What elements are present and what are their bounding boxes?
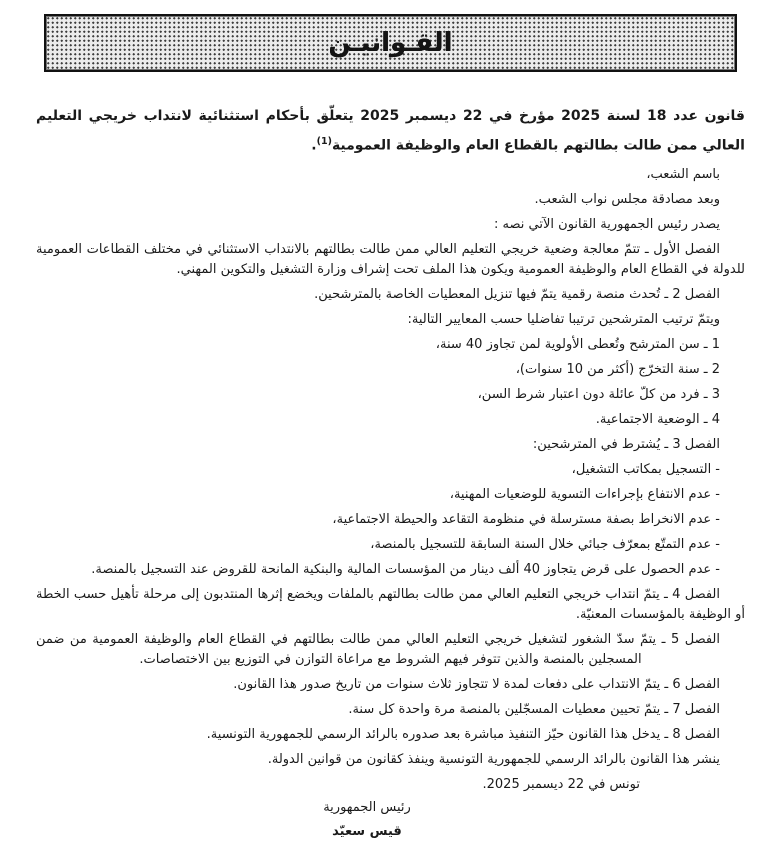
condition-no-large-loan: - عدم الحصول على قرض يتجاوز 40 ألف دينار من المؤسسات المالية والبنكية المانحة للقروض عند التسجيل بالمنصة. <box>91 561 720 577</box>
article-5: الفصل 5 ـ يتمّ سدّ الشغور لتشغيل خريجي التعليم العالي ممن طالت بطالتهم في القطاع العام والوظيفة العمومية من ضمن المسجلين بالمنصة والذين تتوفر فيهم الشروط مع مراعاة التوازن في التوزيع بين الاختصاصات. <box>36 631 721 667</box>
law-title-period: . <box>311 137 317 154</box>
footnote-reference: (1) <box>316 136 332 147</box>
preamble-in-the-name-of-people: باسم الشعب، <box>646 166 720 182</box>
condition-no-pension-affiliation: - عدم الانخراط بصفة مسترسلة في منظومة التقاعد والحيطة الاجتماعية، <box>332 511 720 527</box>
criterion-3-one-per-family: 3 ـ فرد من كلّ عائلة دون اعتبار شرط السن، <box>477 386 720 402</box>
signature-block <box>257 798 477 841</box>
criterion-1-age: 1 ـ سن المترشح وتُعطى الأولوية لمن تجاوز 40 سنة، <box>435 336 720 352</box>
preamble-parliament-approval: وبعد مصادقة مجلس نواب الشعب. <box>534 191 720 207</box>
law-title <box>36 103 745 159</box>
place-and-date: تونس في 22 ديسمبر 2025. <box>482 776 640 792</box>
condition-no-regularization: - عدم الانتفاع بإجراءات التسوية للوضعيات المهنية، <box>449 486 720 502</box>
article-4: الفصل 4 ـ يتمّ انتداب خريجي التعليم العالي ممن طالت بطالتهم بالملفات ويخضع إثرها المنتدبون إلى مرحلة تأهيل حسب الخطة أو الوظيفة بالمؤسسات المعنيّة. <box>36 586 745 622</box>
condition-employment-office: - التسجيل بمكاتب التشغيل، <box>571 461 720 477</box>
article-3: الفصل 3 ـ يُشترط في المترشحين: <box>532 436 720 452</box>
criterion-2-graduation-year: 2 ـ سنة التخرّج (أكثر من 10 سنوات)، <box>515 361 720 377</box>
ranking-criteria-intro: ويتمّ ترتيب المترشحين ترتيبا تفاضليا حسب المعايير التالية: <box>407 311 720 327</box>
article-1: الفصل الأول ـ تتمّ معالجة وضعية خريجي التعليم العالي ممن طالت بطالتهم بالانتداب الاستثنائي في مختلف القطاعات العمومية للدولة في القطاع العام والوظيفة العمومية ويكون هذا الملف تحت إشراف وزارة التشغيل والتكوين المهني. <box>36 241 745 277</box>
law-title-text: قانون عدد 18 لسنة 2025 مؤرخ في 22 ديسمبر 2025 يتعلّق بأحكام استثنائية لانتداب خريجي التعليم العالي ممن طالت بطالتهم بالقطاع العام والوظيفة العمومية <box>36 108 745 154</box>
laws-section-banner <box>44 14 737 72</box>
criterion-4-social-situation: 4 ـ الوضعية الاجتماعية. <box>595 411 720 427</box>
preamble-president-issues: يصدر رئيس الجمهورية القانون الآتي نصه : <box>494 216 720 232</box>
article-7: الفصل 7 ـ يتمّ تحيين معطيات المسجّلين بالمنصة مرة واحدة كل سنة. <box>348 701 720 717</box>
article-6: الفصل 6 ـ يتمّ الانتداب على دفعات لمدة لا تتجاوز ثلاث سنوات من تاريخ صدور هذا القانون. <box>233 676 720 692</box>
publication-clause: ينشر هذا القانون بالرائد الرسمي للجمهورية التونسية وينفذ كقانون من قوانين الدولة. <box>267 751 720 767</box>
law-text-content <box>0 103 781 841</box>
article-2: الفصل 2 ـ تُحدث منصة رقمية يتمّ فيها تنزيل المعطيات الخاصة بالمترشحين. <box>314 286 720 302</box>
article-8: الفصل 8 ـ يدخل هذا القانون حيّز التنفيذ مباشرة بعد صدوره بالرائد الرسمي للجمهورية التونسية. <box>206 726 720 742</box>
signer-title: رئيس الجمهورية <box>323 799 411 815</box>
signer-name: قيس سعيّد <box>332 823 402 839</box>
condition-no-tax-id: - عدم التمتّع بمعرّف جبائي خلال السنة السابقة للتسجيل بالمنصة، <box>370 536 720 552</box>
laws-section-title: القـوانيـن <box>328 28 453 58</box>
